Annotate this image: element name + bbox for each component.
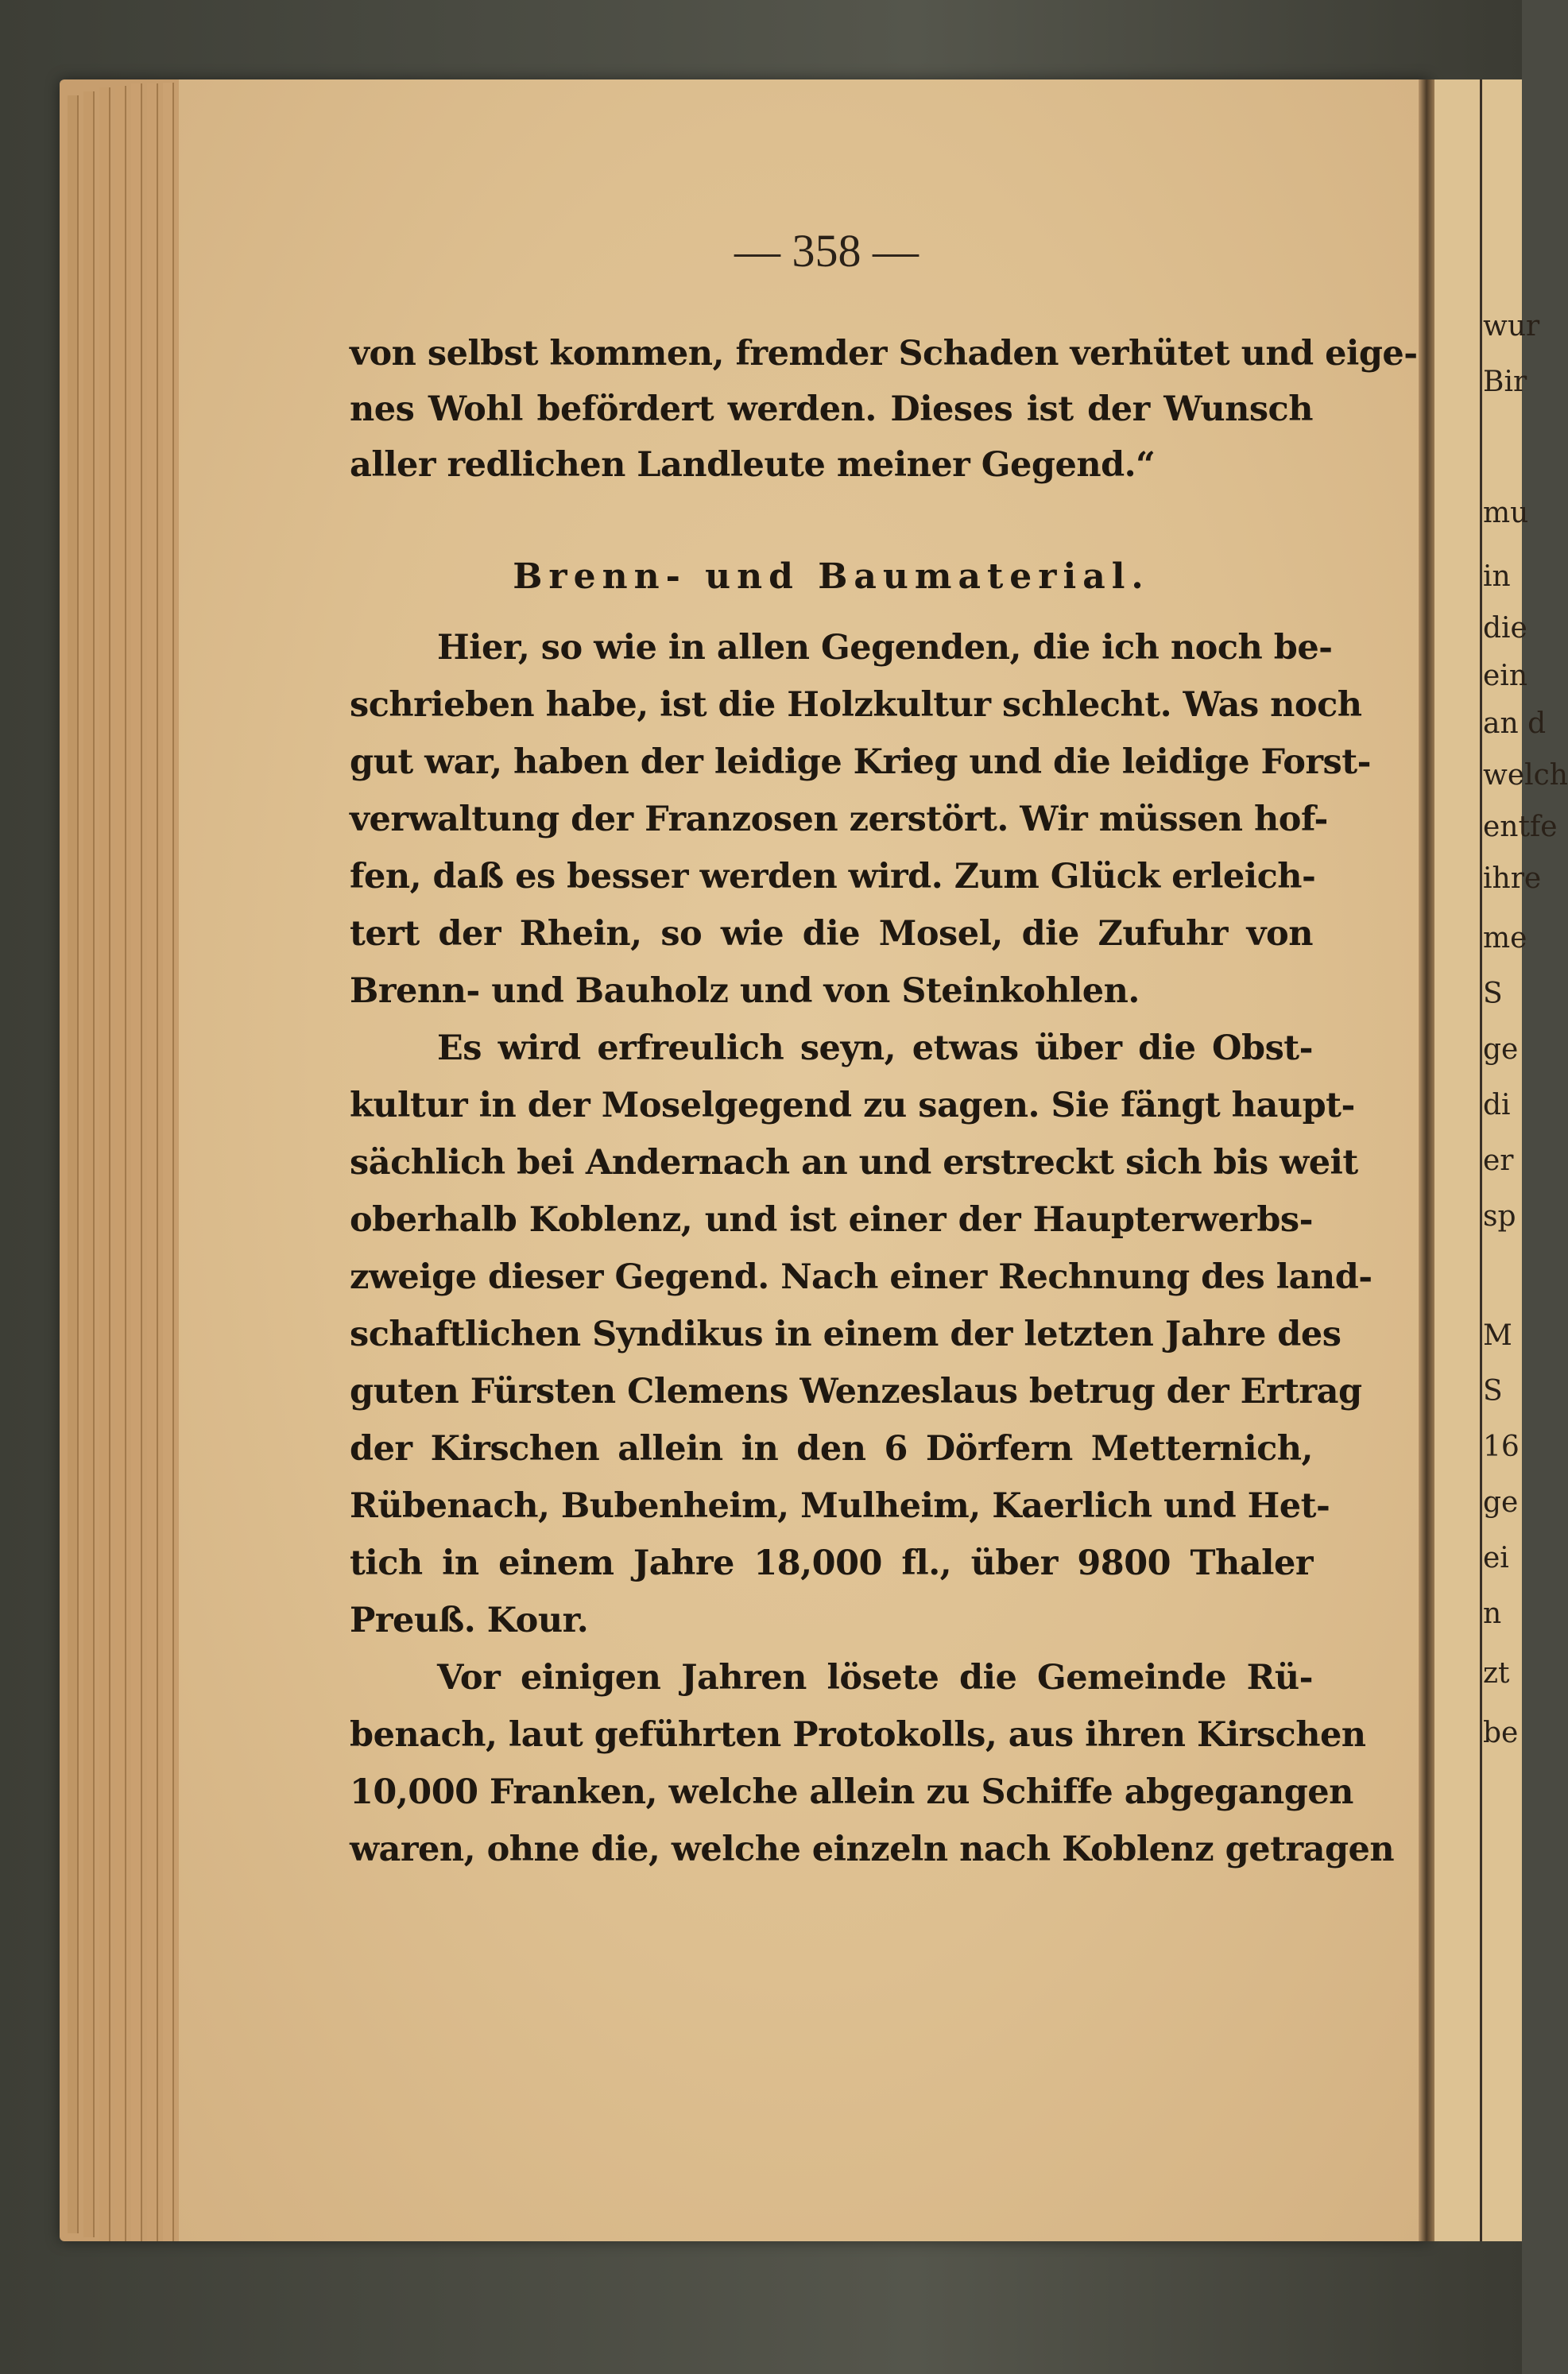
- right-page-text: in: [1483, 560, 1511, 593]
- text-line: Hier, so wie in allen Gegenden, die ich noch be-: [437, 628, 1333, 668]
- section-heading: Brenn- und Baumaterial.: [513, 556, 1150, 597]
- right-page-text: ei: [1483, 1542, 1509, 1574]
- text-line: schaftlichen Syndikus in einem der letzten Jahre des: [350, 1315, 1342, 1354]
- text-line: tert der Rhein, so wie die Mosel, die Zufuhr von: [350, 914, 1313, 954]
- text-line: verwaltung der Franzosen zerstört. Wir müssen hof-: [350, 800, 1328, 839]
- page-edge: [68, 95, 79, 2233]
- text-line: nes Wohl befördert werden. Dieses ist der Wunsch: [350, 389, 1313, 429]
- right-page-text: sp: [1483, 1200, 1516, 1233]
- right-page-text: wur: [1483, 310, 1540, 343]
- text-line: zweige dieser Gegend. Nach einer Rechnung des land-: [350, 1257, 1372, 1297]
- page-edge: [147, 83, 158, 2241]
- text-line: tich in einem Jahre 18,000 fl., über 9800 Thaler: [350, 1543, 1313, 1583]
- right-page-text: be: [1483, 1717, 1519, 1749]
- text-line: von selbst kommen, fremder Schaden verhütet und eige-: [350, 334, 1418, 374]
- right-page-text: er: [1483, 1144, 1514, 1177]
- right-page-text: ge: [1483, 1033, 1519, 1066]
- right-page-text: zt: [1483, 1657, 1510, 1690]
- text-line: schrieben habe, ist die Holzkultur schlecht. Was noch: [350, 685, 1362, 725]
- right-page-text: n: [1483, 1598, 1502, 1630]
- right-page-text: M: [1483, 1319, 1512, 1352]
- right-page-text: ein: [1483, 660, 1528, 692]
- page-number: — 358 —: [734, 225, 919, 277]
- page-edge: [163, 83, 174, 2241]
- right-page-text: die: [1483, 612, 1527, 645]
- text-line: kultur in der Moselgegend zu sagen. Sie fängt haupt-: [350, 1086, 1355, 1125]
- right-page-text: ge: [1483, 1486, 1519, 1519]
- text-line: waren, ohne die, welche einzeln nach Koblenz getragen: [350, 1830, 1395, 1869]
- text-line: benach, laut geführten Protokolls, aus ihren Kirschen: [350, 1715, 1366, 1755]
- book-gutter: [1419, 79, 1434, 2241]
- text-line: Preuß. Kour.: [350, 1601, 589, 1640]
- text-line: Rübenach, Bubenheim, Mulheim, Kaerlich und Het-: [350, 1486, 1330, 1526]
- right-page-text: S: [1483, 1375, 1503, 1408]
- text-line: fen, daß es besser werden wird. Zum Glück erleich-: [350, 857, 1316, 897]
- right-page-text: di: [1483, 1089, 1511, 1121]
- right-page-text: me: [1483, 922, 1527, 955]
- text-line: Brenn- und Bauholz und von Steinkohlen.: [350, 971, 1140, 1011]
- right-page-text: an d: [1483, 707, 1547, 740]
- text-line: Es wird erfreulich seyn, etwas über die Obst-: [437, 1028, 1313, 1068]
- right-page-text: welch: [1483, 759, 1568, 792]
- page-edge: [83, 91, 95, 2237]
- right-page-text: mu: [1483, 497, 1529, 529]
- right-page-text: Bir: [1483, 366, 1527, 398]
- page-edge: [115, 86, 126, 2241]
- text-line: 10,000 Franken, welche allein zu Schiffe abgegangen: [350, 1772, 1353, 1812]
- text-line: sächlich bei Andernach an und erstreckt sich bis weit: [350, 1143, 1358, 1183]
- right-page-text: S: [1483, 978, 1503, 1010]
- page-edge: [131, 83, 142, 2241]
- text-line: oberhalb Koblenz, und ist einer der Haupterwerbs-: [350, 1200, 1313, 1240]
- text-line: der Kirschen allein in den 6 Dörfern Metternich,: [350, 1429, 1313, 1469]
- text-line: guten Fürsten Clemens Wenzeslaus betrug der Ertrag: [350, 1372, 1362, 1412]
- right-page-text: ihre: [1483, 862, 1542, 895]
- right-page-text: 16: [1483, 1431, 1520, 1463]
- page-edge: [99, 87, 110, 2241]
- text-line: gut war, haben der leidige Krieg und die leidige Forst-: [350, 742, 1371, 782]
- right-page-text: entfe: [1483, 811, 1558, 843]
- text-line: aller redlichen Landleute meiner Gegend.“: [350, 445, 1156, 485]
- right-page-rule: [1480, 79, 1482, 2241]
- text-line: Vor einigen Jahren lösete die Gemeinde Rü-: [437, 1658, 1313, 1698]
